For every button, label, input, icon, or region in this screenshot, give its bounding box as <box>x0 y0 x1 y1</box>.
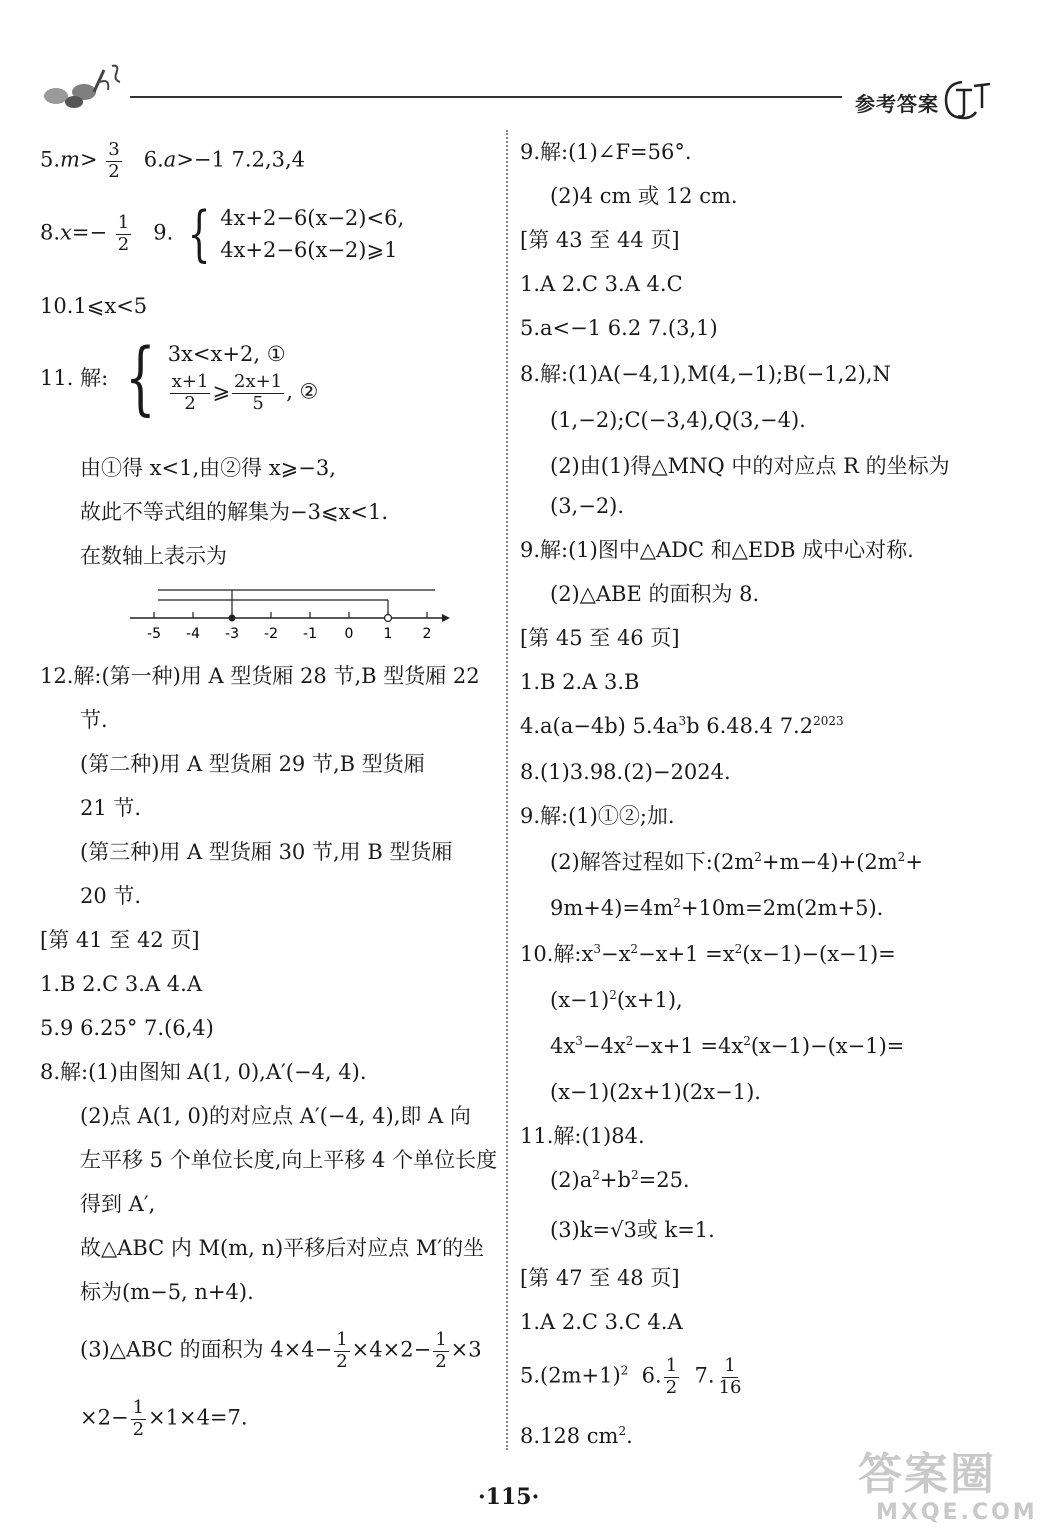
section-heading: [第 43 至 44 页] <box>520 228 680 252</box>
header-rule <box>130 96 842 98</box>
section-heading: [第 41 至 42 页] <box>40 928 200 952</box>
answer-line: (第三种)用 A 型货厢 30 节,用 B 型货厢 <box>80 840 453 864</box>
answer-line: 8.解:(1)由图知 A(1, 0),A′(−4, 4). <box>40 1060 367 1084</box>
answer-line: 8.128 $cm^2$. <box>520 1424 633 1448</box>
answer-line: 21 节. <box>80 796 142 820</box>
answer-line: (2)点 A(1, 0)的对应点 A′(−4, 4),即 A 向 <box>80 1104 471 1128</box>
answer-line: 5.9 6.25° 7.(6,4) <box>40 1016 214 1040</box>
answer-line: (1,−2);C(−3,4),Q(3,−4). <box>550 408 806 432</box>
axis-tick-label: 0 <box>344 626 354 642</box>
answer-line: $4x^3-4x^2-x+1 =4x^2(x-1)-(x-1)=$ <box>550 1034 905 1058</box>
answer-line: (2)4 cm 或 12 cm. <box>550 184 738 208</box>
watermark <box>858 1438 1038 1530</box>
page-number: ·115· <box>478 1484 540 1510</box>
answer-line: (3)△ABC 的面积为 4×4− $\frac{1}{2}$ ×4×2− $\frac{1}{2}$ ×3 <box>80 1329 482 1372</box>
axis-tick-label: -3 <box>225 626 239 642</box>
number-line <box>130 578 450 648</box>
answer-line: 1.A 2.C 3.A 4.C <box>520 272 683 296</box>
answer-line: 20 节. <box>80 884 142 908</box>
answer-line: 4.a(a−4b) $5.4a^3b$ 6.48.4 $7.2^{2023}$ <box>520 714 844 738</box>
answer-line: $9m+4)=4m^2+10m=2m(2m+5)$. <box>550 896 884 920</box>
answer-line: 8.(1)3.98.(2)−2024. <box>520 760 731 784</box>
axis-tick-label: -4 <box>186 626 200 642</box>
section-heading: [第 45 至 46 页] <box>520 626 680 650</box>
page-header <box>0 0 1047 130</box>
answer-line: 11. 解: { 3x<x+2, ① $\frac{x+1}{2}$ ⩾ $\frac{2x+1}{5}$ , ② <box>40 331 319 424</box>
axis-tick-label: -5 <box>147 626 161 642</box>
answer-line: 标为(m−5, n+4). <box>80 1280 254 1304</box>
answer-line: 12.解:(第一种)用 A 型货厢 28 节,B 型货厢 22 <box>40 664 480 688</box>
answer-line: 5.m> $\frac{3}{2}$ 6.a>−1 7.2,3,4 <box>40 139 306 182</box>
watermark-logo: 答案圈 <box>858 1449 996 1500</box>
section-heading: [第 47 至 48 页] <box>520 1266 680 1290</box>
answer-line: $5.(2m+1)^2$ 6. $\frac{1}{2}$ 7. $\frac{1}{16}$ <box>520 1355 742 1398</box>
answer-line: (2)解答过程如下$:(2m^2+m-4)+(2m^2+$ <box>550 850 923 874</box>
answer-line: $(x-1)^2(x+1)$, <box>550 988 683 1012</box>
header-title: 参考答案 <box>855 92 939 116</box>
axis-tick-label: -1 <box>303 626 317 642</box>
answer-line: (第二种)用 A 型货厢 29 节,B 型货厢 <box>80 752 425 776</box>
answer-line: 9.解:(1)图中△ADC 和△EDB 成中心对称. <box>520 538 914 562</box>
answer-line: (x−1)(2x+1)(2x−1). <box>550 1080 761 1104</box>
inequality-system: { 4x+2−6(x−2)<6, 4x+2−6(x−2)⩾1 <box>187 199 405 269</box>
axis-tick-label: 1 <box>383 626 393 642</box>
answer-line: 9.解:(1)∠F=56°. <box>520 140 692 164</box>
answer-line: 左平移 5 个单位长度,向上平移 4 个单位长度 <box>80 1148 498 1172</box>
answer-line: 9.解:(1)①②;加. <box>520 804 675 828</box>
fraction: $\frac{1}{2}$ <box>117 211 130 255</box>
answer-line: 5.a<−1 6.2 7.(3,1) <box>520 316 718 340</box>
column-divider <box>506 130 509 1450</box>
answer-line: 11.解:(1)84. <box>520 1124 645 1148</box>
answer-line: 故△ABC 内 M(m, n)平移后对应点 M′的坐 <box>80 1236 485 1260</box>
answer-line: 由①得 x<1,由②得 x⩾−3, <box>80 456 336 480</box>
watermark-url: MXQE.COM <box>876 1500 1038 1525</box>
fraction: $\frac{3}{2}$ <box>108 139 120 182</box>
answer-line: (3,−2). <box>550 494 625 518</box>
inequality-system: { 3x<x+2, ① $\frac{x+1}{2}$ ⩾ $\frac{2x+1}{5}$ , ② <box>125 331 319 424</box>
music-notes-icon <box>38 62 130 112</box>
answer-line: (2)△ABE 的面积为 8. <box>550 582 760 606</box>
grade-logo-icon <box>942 78 992 124</box>
answer-line: 8.解:(1)A(−4,1),M(4,−1);B(−1,2),N <box>520 362 891 386</box>
answer-line: 1.B 2.A 3.B <box>520 670 640 694</box>
answer-line: 1.A 2.C 3.C 4.A <box>520 1310 683 1334</box>
answer-line: 10.1⩽x<5 <box>40 294 148 318</box>
answer-line: ×2− $\frac{1}{2}$ ×1×4=7. <box>80 1397 248 1440</box>
answer-line: 1.B 2.C 3.A 4.A <box>40 972 203 996</box>
answer-line: (3)k=√3或 k=1. <box>550 1218 715 1242</box>
answer-line: 在数轴上表示为 <box>80 544 227 568</box>
answer-line: 得到 A′, <box>80 1192 156 1216</box>
answer-line: 10.解$:x^3-x^2-x+1 =x^2(x-1)-(x-1)=$ <box>520 942 896 966</box>
answer-line: $(2)a^2+b^2=25$. <box>550 1168 690 1192</box>
answer-line: 故此不等式组的解集为−3⩽x<1. <box>80 500 389 524</box>
answer-line: (2)由(1)得△MNQ 中的对应点 R 的坐标为 <box>550 454 950 478</box>
axis-tick-label: -2 <box>264 626 278 642</box>
answer-line: 节. <box>80 708 108 732</box>
answer-line: 8.x=− $\frac{1}{2}$ 9. { 4x+2−6(x−2)<6, 4x+2−6(x−2)⩾1 <box>40 199 405 269</box>
axis-tick-label: 2 <box>422 626 432 642</box>
